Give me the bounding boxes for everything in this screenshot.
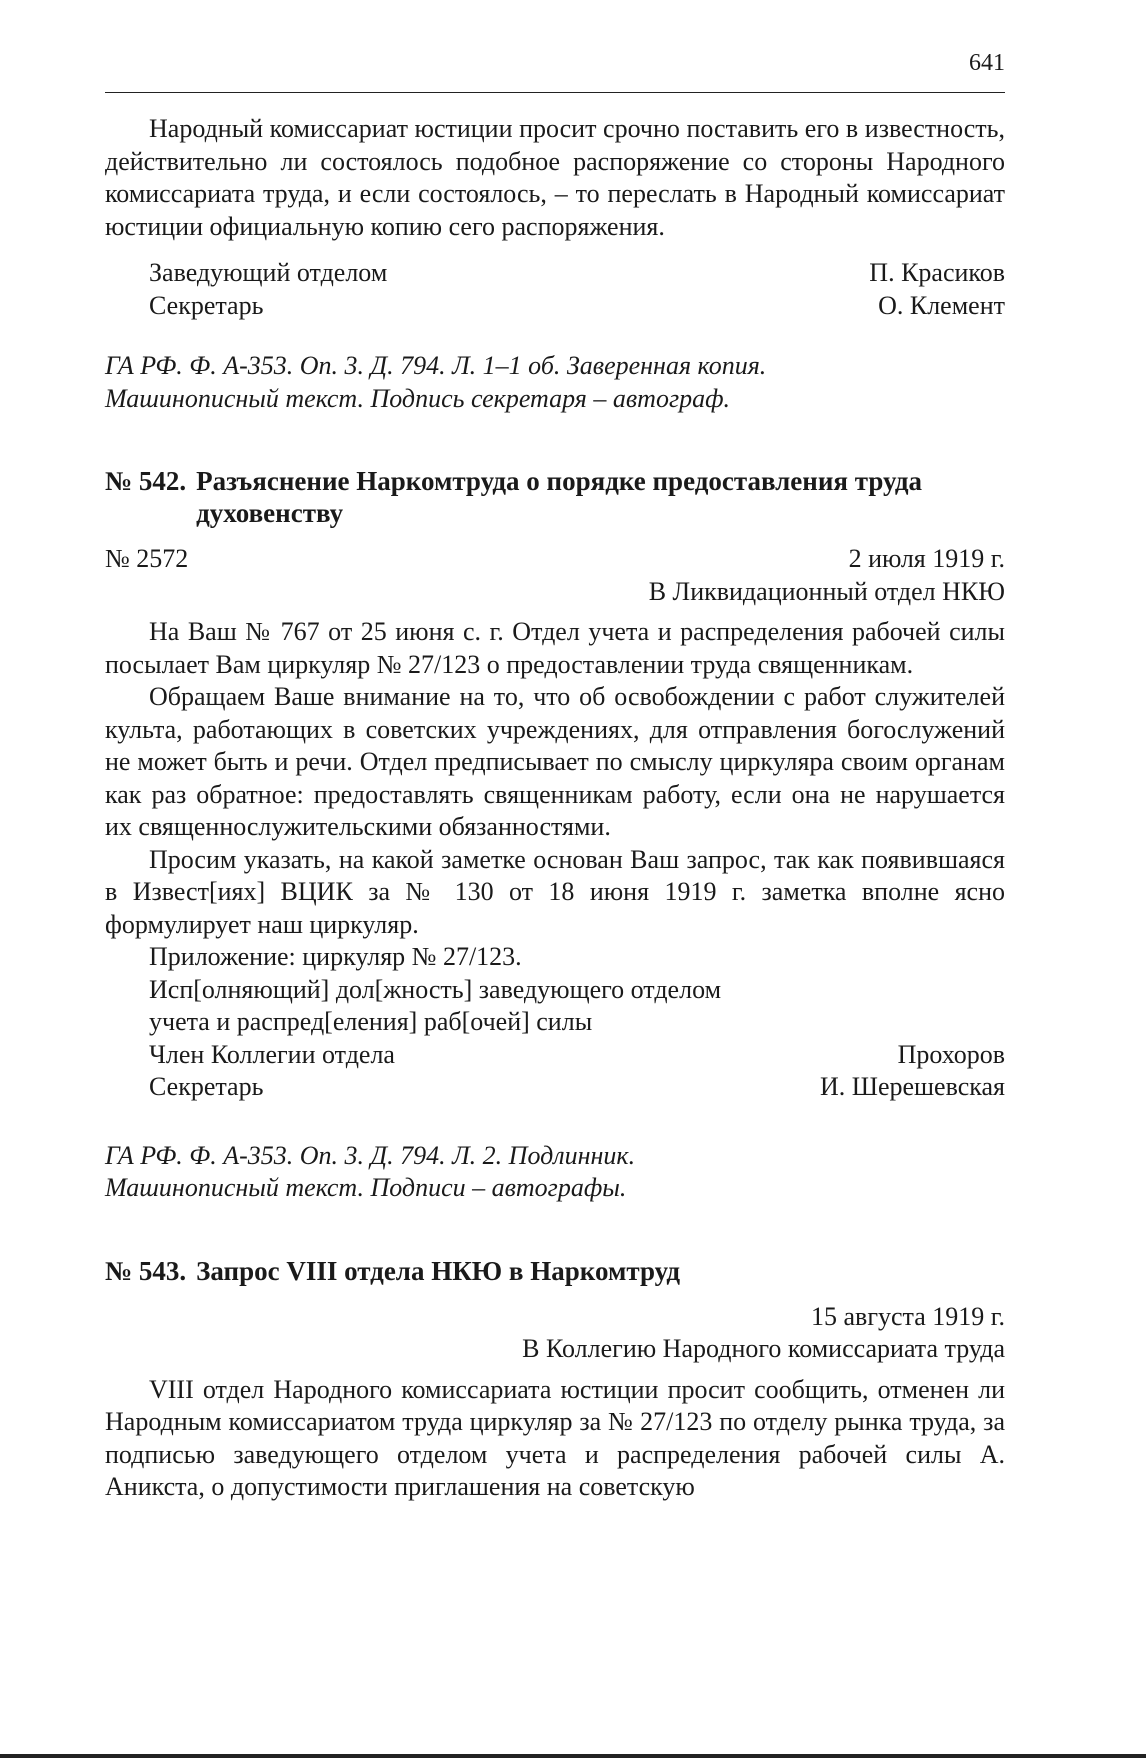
bottom-edge-rule [0, 1754, 1146, 1758]
doc-543-heading [105, 1255, 1005, 1287]
signature-role: Секретарь [149, 1072, 264, 1101]
prev-paragraph: Народный комиссариат юстиции просит срочно поставить его в известность, действительно ли состоялось подобное распоряжение со стороны Народного комиссариата труда, и если состоялось, – то переслать в Народный комиссариат юстиции официальную копию сего распоряжения. [105, 114, 1005, 241]
registration-number: № 2572 [105, 544, 189, 573]
source-line: ГА РФ. Ф. А-353. Оп. 3. Д. 794. Л. 2. Подлинник. [105, 1140, 636, 1170]
header-rule [105, 92, 1005, 93]
source-line: Машинописный текст. Подпись секретаря – автограф. [105, 383, 731, 413]
signature-row [105, 1039, 1005, 1072]
acting-position-line: учета и распред[еления] раб[очей] силы [149, 1007, 593, 1036]
doc-542-paragraph: На Ваш № 767 от 25 июня с. г. Отдел учета и распределения рабочей силы посылает Вам циркуляр № 27/123 о предоставлении труда священникам. [105, 617, 1005, 679]
signature-row [105, 290, 1005, 323]
signature-row [105, 257, 1005, 290]
doc-542-signatures [105, 1039, 1005, 1104]
signature-name: И. Шерешевская [819, 1072, 1005, 1101]
doc-543-paragraph: VIII отдел Народного комиссариата юстиции просит сообщить, отменен ли Народным комиссариатом труда циркуляр за № 27/123 по отделу рынка труда, за подписью заведующего отделом учета и распределения рабочей силы А. Аникста, о допустимости приглашения на советскую [105, 1374, 1005, 1501]
doc-number: № 543. [105, 1255, 187, 1286]
signature-name: П. Красиков [869, 258, 1005, 287]
signature-name: О. Клемент [878, 290, 1005, 320]
doc-number: № 542. [105, 466, 187, 496]
signature-role: Член Коллегии отдела [149, 1039, 395, 1069]
source-line: ГА РФ. Ф. А-353. Оп. 3. Д. 794. Л. 1–1 об. Заверенная копия. [105, 351, 767, 380]
prev-archive-source [105, 350, 1005, 415]
attachment-line: Приложение: циркуляр № 27/123. [149, 942, 522, 971]
doc-542-paragraph: Обращаем Ваше внимание на то, что об освобождении с работ служителей культа, работающих в советских учреждениях, для отправления богослужений не может быть и речи. Отдел предписывает по смыслу циркуляра своим органам как раз обратное: предоставлять священникам работу, если она не нарушается их священнослужительскими обязанностями. [105, 682, 1005, 841]
page-number: 641 [969, 50, 1005, 76]
signature-role: Заведующий отделом [149, 258, 388, 287]
doc-543-addressee: В Коллегию Народного комиссариата труда [522, 1334, 1005, 1363]
doc-542-heading [105, 465, 1005, 529]
doc-542-archive-source [105, 1140, 1005, 1205]
book-page [105, 40, 1005, 1504]
doc-542-paragraph: Просим указать, на какой заметке основан Ваш запрос, так как появившаяся в Извест[иях] ВЦИК за № 130 от 18 июня 1919 г. заметка вполне ясно формулирует наш циркуляр. [105, 844, 1005, 939]
signature-role: Секретарь [149, 290, 264, 320]
signature-name: Прохоров [897, 1039, 1005, 1069]
signature-row [105, 1071, 1005, 1104]
doc-542-addressee: В Ликвидационный отдел НКЮ [648, 576, 1005, 606]
prev-signatures [105, 257, 1005, 322]
acting-position-line: Исп[олняющий] дол[жность] заведующего отделом [149, 974, 722, 1004]
source-line: Машинописный текст. Подписи – автографы. [105, 1173, 627, 1202]
doc-title: Разъяснение Наркомтруда о порядке предоставления труда духовенству [196, 466, 922, 528]
doc-date: 2 июля 1919 г. [848, 544, 1005, 573]
doc-title: Запрос VIII отдела НКЮ в Наркомтруд [196, 1255, 681, 1286]
doc-542-meta [105, 543, 1005, 576]
doc-543-date: 15 августа 1919 г. [811, 1301, 1005, 1331]
